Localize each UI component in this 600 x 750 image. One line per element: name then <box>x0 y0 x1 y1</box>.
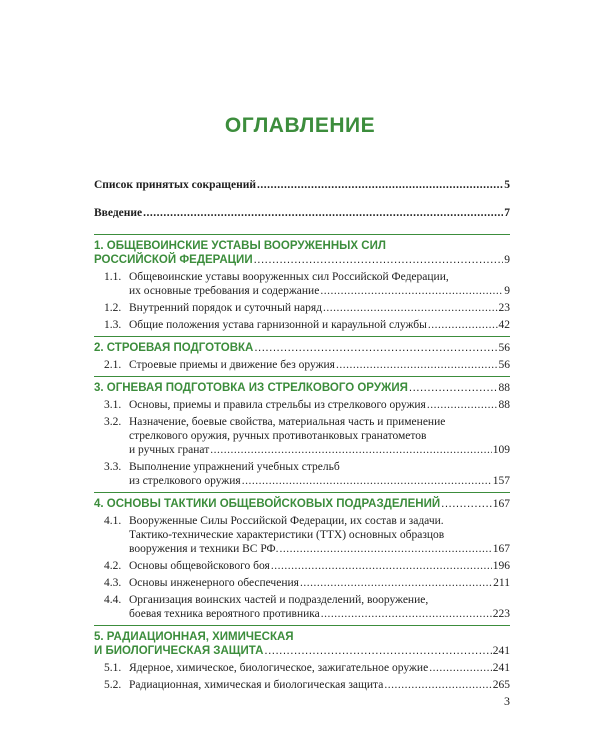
entry-page: 88 <box>498 382 510 394</box>
toc-top-entry[interactable] <box>94 178 510 192</box>
entry-page: 23 <box>498 302 510 314</box>
section-title[interactable] <box>94 253 510 267</box>
entry-title: Основы общевойскового боя <box>129 560 270 572</box>
dot-leader <box>300 576 492 590</box>
subsection-title[interactable] <box>129 358 510 372</box>
toc-section <box>94 376 510 488</box>
subsection-number: 4.4. <box>104 594 122 606</box>
subsection-title[interactable] <box>129 301 510 315</box>
toc-subsection[interactable] <box>94 661 510 675</box>
dot-leader <box>254 341 497 355</box>
toc-section <box>94 492 510 621</box>
subsection-body <box>129 398 510 412</box>
dot-leader <box>323 301 498 315</box>
entry-title: Основы инженерного обеспечения <box>129 577 299 589</box>
entry-title: из стрелкового оружия <box>129 475 241 487</box>
subsection-body <box>129 678 510 692</box>
subsection-number: 4.2. <box>104 560 122 572</box>
subsection-number: 3.3. <box>104 461 122 473</box>
page-title: ОГЛАВЛЕНИЕ <box>224 114 376 137</box>
subsection-body <box>129 270 510 298</box>
toc-section <box>94 625 510 692</box>
subsection-number: 5.1. <box>104 662 122 674</box>
dot-leader <box>254 253 504 267</box>
dot-leader <box>210 443 492 457</box>
entry-page: 5 <box>504 179 510 191</box>
dot-leader <box>336 358 498 372</box>
subsection-title[interactable] <box>129 443 510 457</box>
section-title-line[interactable]: 1. ОБЩЕВОИНСКИЕ УСТАВЫ ВООРУЖЕННЫХ СИЛ <box>94 240 386 252</box>
entry-title: Ядерное, химическое, биологическое, зажигательное оружие <box>129 662 429 674</box>
entry-page: 88 <box>498 399 510 411</box>
subsection-number: 4.3. <box>104 577 122 589</box>
toc-section <box>94 336 510 372</box>
section-title[interactable] <box>94 381 510 395</box>
entry-title: Внутренний порядок и суточный наряд <box>129 302 322 314</box>
entry-title: Строевые приемы и движение без оружия <box>129 359 335 371</box>
entry-page: 196 <box>492 560 510 572</box>
subsection-number: 1.1. <box>104 271 122 283</box>
entry-title: 4. ОСНОВЫ ТАКТИКИ ОБЩЕВОЙСКОВЫХ ПОДРАЗДЕЛЕНИЙ <box>94 498 441 510</box>
entry-page: 241 <box>492 662 510 674</box>
subsection-number: 3.1. <box>104 399 122 411</box>
subsection-title[interactable] <box>129 559 510 573</box>
entry-page: 109 <box>492 444 510 456</box>
entry-title: боевая техника вероятного противника <box>129 608 320 620</box>
section-title[interactable] <box>94 341 510 355</box>
subsection-number: 2.1. <box>104 359 122 371</box>
dot-leader <box>429 661 492 675</box>
toc-subsection[interactable] <box>94 358 510 372</box>
section-title[interactable] <box>94 644 510 658</box>
dot-leader <box>264 644 491 658</box>
dot-leader <box>257 178 503 192</box>
toc-subsection[interactable] <box>94 318 510 332</box>
entry-title: И БИОЛОГИЧЕСКАЯ ЗАЩИТА <box>94 645 264 657</box>
entry-page: 9 <box>504 254 510 266</box>
subsection-title[interactable] <box>129 398 510 412</box>
entry-page: 211 <box>493 577 510 589</box>
toc-subsection[interactable] <box>94 576 510 590</box>
subsection-body <box>129 301 510 315</box>
subsection-body <box>129 460 510 488</box>
entry-page: 167 <box>492 498 510 510</box>
subsection-title-line: Выполнение упражнений учебных стрельб <box>129 461 340 473</box>
toc-subsection[interactable] <box>94 270 510 298</box>
entry-title: Список принятых сокращений <box>94 179 256 191</box>
section-title[interactable] <box>94 497 510 511</box>
entry-title: 2. СТРОЕВАЯ ПОДГОТОВКА <box>94 342 254 354</box>
dot-leader <box>384 678 491 692</box>
subsection-body <box>129 358 510 372</box>
entry-title: Общие положения устава гарнизонной и караульной службы <box>129 319 427 331</box>
toc-subsection[interactable] <box>94 301 510 315</box>
dot-leader <box>271 559 492 573</box>
entry-page: 265 <box>492 679 510 691</box>
subsection-title[interactable] <box>129 661 510 675</box>
entry-title: и ручных гранат <box>129 444 210 456</box>
entry-page: 56 <box>498 342 510 354</box>
section-title-line[interactable]: 5. РАДИАЦИОННАЯ, ХИМИЧЕСКАЯ <box>94 631 294 643</box>
subsection-body <box>129 318 510 332</box>
entry-page: 56 <box>498 359 510 371</box>
dot-leader <box>143 206 503 220</box>
toc-subsection[interactable] <box>94 398 510 412</box>
entry-page: 157 <box>492 475 510 487</box>
subsection-title[interactable] <box>129 318 510 332</box>
dot-leader <box>441 497 492 511</box>
toc-section <box>94 234 510 332</box>
entry-page: 7 <box>504 207 510 219</box>
entry-page: 9 <box>504 285 510 297</box>
subsection-title-line: Общевоинские уставы вооруженных сил Российской Федерации, <box>129 271 449 283</box>
entry-title: Основы, приемы и правила стрельбы из стрелкового оружия <box>129 399 426 411</box>
dot-leader <box>409 381 498 395</box>
toc-subsection[interactable] <box>94 559 510 573</box>
toc-top-entry[interactable] <box>94 206 510 220</box>
subsection-number: 1.3. <box>104 319 122 331</box>
dot-leader <box>321 607 492 621</box>
dot-leader <box>427 398 498 412</box>
entry-title: вооружения и техники ВС РФ. <box>129 543 279 555</box>
subsection-title-line: стрелкового оружия, ручных противотанковых гранатометов <box>129 430 427 442</box>
toc-subsection[interactable] <box>94 593 510 621</box>
toc-subsection[interactable] <box>94 514 510 556</box>
entry-title: Введение <box>94 207 143 219</box>
entry-page: 167 <box>492 543 510 555</box>
subsection-number: 3.2. <box>104 416 122 428</box>
subsection-body <box>129 415 510 457</box>
subsection-title[interactable] <box>129 284 510 298</box>
entry-title: 3. ОГНЕВАЯ ПОДГОТОВКА ИЗ СТРЕЛКОВОГО ОРУЖИЯ <box>94 382 408 394</box>
dot-leader <box>320 284 503 298</box>
subsection-body <box>129 661 510 675</box>
subsection-title[interactable] <box>129 678 510 692</box>
subsection-title[interactable] <box>129 542 510 556</box>
toc-subsection[interactable] <box>94 460 510 488</box>
subsection-number: 4.1. <box>104 515 122 527</box>
entry-page: 223 <box>492 608 510 620</box>
subsection-title[interactable] <box>129 576 510 590</box>
entry-page: 241 <box>492 645 510 657</box>
subsection-body <box>129 576 510 590</box>
subsection-body <box>129 514 510 556</box>
subsection-title-line: Тактико-технические характеристики (ТТХ) основных образцов <box>129 529 445 541</box>
subsection-title-line: Организация воинских частей и подразделений, вооружение, <box>129 594 429 606</box>
subsection-number: 1.2. <box>104 302 122 314</box>
page-number: 3 <box>504 694 510 708</box>
subsection-body <box>129 559 510 573</box>
subsection-title-line: Вооруженные Силы Российской Федерации, их состав и задачи. <box>129 515 444 527</box>
table-of-contents <box>94 178 510 696</box>
dot-leader <box>279 542 491 556</box>
subsection-body <box>129 593 510 621</box>
subsection-number: 5.2. <box>104 679 122 691</box>
entry-title: РОССИЙСКОЙ ФЕДЕРАЦИИ <box>94 254 253 266</box>
entry-title: Радиационная, химическая и биологическая защита <box>129 679 384 691</box>
toc-subsection[interactable] <box>94 678 510 692</box>
entry-title: их основные требования и содержание <box>129 285 320 297</box>
entry-page: 42 <box>498 319 510 331</box>
dot-leader <box>428 318 498 332</box>
dot-leader <box>242 474 492 488</box>
toc-subsection[interactable] <box>94 415 510 457</box>
subsection-title[interactable] <box>129 607 510 621</box>
subsection-title-line: Назначение, боевые свойства, материальная часть и применение <box>129 416 446 428</box>
subsection-title[interactable] <box>129 474 510 488</box>
